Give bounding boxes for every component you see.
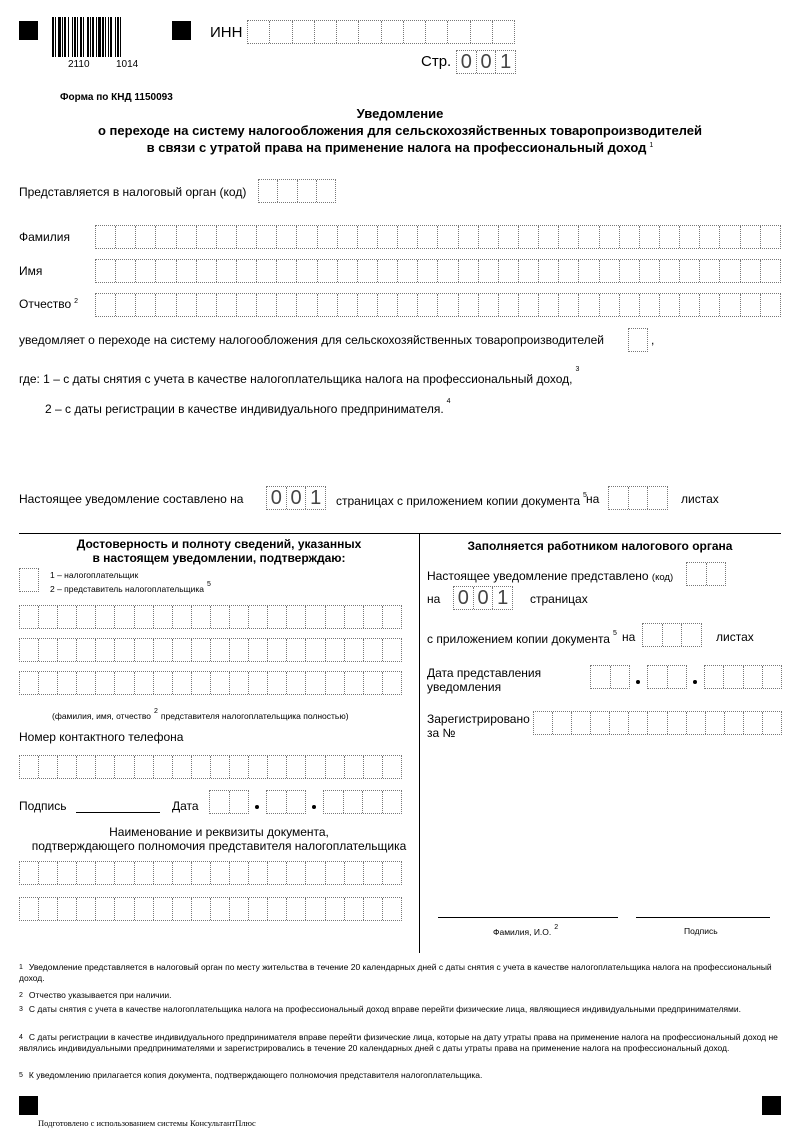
footnote-1: $^1$ Уведомление представляется в налоговый орган по месту жительства в течение 20 календарных дней с даты снятия с учета в качестве налогоплательщика налога на профессиональный доход.: [19, 962, 772, 983]
surname-input[interactable]: [95, 225, 781, 249]
signer-type-input[interactable]: [19, 568, 39, 592]
inn-label: ИНН: [210, 24, 243, 41]
officer-name-caption: Фамилия, И.О. $^2$: [493, 924, 559, 937]
notifies-comma: ,: [651, 333, 655, 347]
page-digit: 1: [500, 50, 512, 73]
page-label: Стр.: [421, 53, 452, 70]
presented-label: Настоящее уведомление представлено (код): [427, 569, 674, 583]
barcode-bar: [80, 17, 82, 57]
registration-number-input[interactable]: [533, 711, 782, 735]
footnote-number: 5: [19, 1072, 23, 1079]
composed-middle-text: страницах с приложением копии документа $^5$: [336, 492, 587, 508]
title-line2: о переходе на систему налогообложения для сельскохозяйственных товаропроизводителей: [98, 123, 702, 138]
barcode-bar: [87, 17, 89, 57]
phone-label: Номер контактного телефона: [19, 730, 184, 744]
phone-input[interactable]: [19, 755, 402, 779]
signature-label: Подпись: [19, 799, 67, 813]
footnote-ref: 2: [74, 298, 79, 305]
right-on-label: на: [427, 592, 441, 606]
barcode-bar: [72, 17, 73, 57]
date-separator: [636, 680, 640, 684]
option2-text: 2 – с даты регистрации в качестве индивидуального предпринимателя.$^4$: [45, 398, 451, 416]
composed-on: на: [586, 492, 600, 506]
officer-signature-caption: Подпись: [684, 926, 718, 936]
date-month-input[interactable]: [266, 790, 306, 814]
inn-input[interactable]: [247, 20, 515, 44]
right-sheets-input[interactable]: [642, 623, 702, 647]
corner-marker-bottom-left: [19, 1096, 38, 1115]
doc-heading-line2: подтверждающего полномочия представителя налогоплательщика: [31, 839, 407, 853]
right-copy-on: на: [622, 630, 636, 644]
barcode-bar: [58, 17, 61, 57]
surname-label: Фамилия: [19, 230, 70, 244]
representative-name-line1[interactable]: [19, 605, 402, 629]
title-line3: в связи с утратой права на применение налога на профессиональный доход $^1$: [146, 140, 654, 155]
composed-pages-field[interactable]: [266, 486, 326, 510]
composed-digit: 0: [287, 487, 307, 509]
footnote-ref: 2: [554, 924, 559, 931]
barcode-bar: [102, 17, 104, 57]
barcode-bar: [62, 17, 63, 57]
right-date-label-line1: Дата представления: [427, 666, 542, 680]
left-heading-line2: в настоящем уведомлении, подтверждаю:: [92, 551, 346, 565]
tax-authority-code-input[interactable]: [258, 179, 336, 203]
composed-sheets-label: листах: [681, 492, 719, 506]
left-heading-line1: Достоверность и полноту сведений, указанных: [76, 537, 362, 551]
transition-option-input[interactable]: [628, 328, 648, 352]
date-separator: [255, 805, 259, 809]
right-page-digit: 1: [497, 586, 509, 609]
barcode-bar: [92, 17, 94, 57]
corner-marker-bottom-right: [762, 1096, 781, 1115]
name-label: Имя: [19, 264, 43, 278]
composed-label: Настоящее уведомление составлено на: [19, 492, 244, 506]
corner-marker-top-center: [172, 21, 191, 40]
date-label: Дата: [172, 799, 199, 813]
right-date-year-input[interactable]: [704, 665, 782, 689]
tax-authority-label: Представляется в налоговый орган (код): [19, 185, 247, 199]
officer-signature-line[interactable]: [636, 917, 770, 918]
where-text: где: 1 – с даты снятия с учета в качестве налогоплательщика налога на профессиональный доход,$^3$: [19, 366, 580, 386]
footnote-4: $^4$ С даты регистрации в качестве индивидуального предпринимателя вправе перейти физические лица, которые на дату утраты права на применение налога на профессиональный доход не являлись индивидуальными предпринимателями и зарегистрировались в течение 20 календарных дней с даты утраты права на применение налога на профессиональный доход.: [19, 1032, 778, 1053]
doc-details-line2[interactable]: [19, 897, 402, 921]
footnote-number: 1: [19, 964, 23, 971]
right-pages-label: страницах: [530, 592, 588, 606]
barcode-bar: [117, 17, 119, 57]
footnote-number: 4: [19, 1034, 23, 1041]
right-date-month-input[interactable]: [647, 665, 687, 689]
footnote-number: 3: [19, 1006, 23, 1013]
barcode-bar: [74, 17, 76, 57]
right-pages-field[interactable]: [453, 586, 513, 610]
right-date-label-line2: уведомления: [427, 680, 502, 694]
signer-option-1: 1 – налогоплательщик: [50, 570, 139, 580]
footnote-ref: 5: [583, 492, 587, 499]
date-day-input[interactable]: [209, 790, 249, 814]
barcode-bar: [110, 17, 112, 57]
footnote-ref: 2: [153, 708, 158, 715]
column-divider: [419, 533, 420, 953]
barcode-bar: [108, 17, 109, 57]
representative-name-line2[interactable]: [19, 638, 402, 662]
registered-label-line1: Зарегистрировано: [427, 712, 530, 726]
footnote-2: $^2$ Отчество указывается при наличии.: [19, 990, 172, 1000]
barcode-bar: [90, 17, 91, 57]
barcode-bar: [52, 17, 54, 57]
footnote-ref: 3: [575, 366, 580, 373]
barcode-bar: [96, 17, 97, 57]
right-copy-label: с приложением копии документа $^5$: [427, 630, 617, 646]
barcode-bar: [120, 17, 121, 57]
right-page-digit: 0: [474, 587, 494, 609]
barcode-bar: [64, 17, 66, 57]
presented-code-input[interactable]: [686, 562, 726, 586]
footnote-ref: 4: [446, 398, 451, 405]
barcode-bar: [115, 17, 116, 57]
composed-sheets-input[interactable]: [608, 486, 668, 510]
footnote-ref: 5: [612, 630, 617, 637]
barcode-bar: [77, 17, 78, 57]
right-heading: Заполняется работником налогового органа: [467, 539, 733, 553]
barcode-code-right: 1014: [116, 59, 139, 70]
footnote-number: 2: [19, 992, 23, 999]
composed-digit: 0: [267, 487, 287, 509]
barcode-bar: [83, 17, 84, 57]
bottom-note: Подготовлено с использованием системы КонсультантПлюс: [38, 1118, 256, 1128]
representative-name-line3[interactable]: [19, 671, 402, 695]
barcode-code-left: 2110: [68, 59, 90, 70]
patronymic-input[interactable]: [95, 293, 781, 317]
name-input[interactable]: [95, 259, 781, 283]
barcode-bar: [98, 17, 101, 57]
footnote-5: $^5$ К уведомлению прилагается копия документа, подтверждающего полномочия представителя налогоплательщика.: [19, 1070, 483, 1080]
officer-name-line[interactable]: [438, 917, 618, 918]
notifies-text: уведомляет о переходе на систему налогообложения для сельскохозяйственных товаропроизводителей: [19, 333, 605, 347]
signature-line[interactable]: [76, 812, 160, 813]
fio-caption: (фамилия, имя, отчество $^2$ представителя налогоплательщика полностью): [52, 708, 349, 721]
section-divider: [19, 533, 781, 534]
footnote-ref: 5: [207, 581, 211, 588]
registered-label-line2: за №: [427, 726, 456, 740]
patronymic-label: Отчество $^2$: [19, 297, 79, 311]
date-separator: [693, 680, 697, 684]
right-sheets-label: листах: [716, 630, 754, 644]
date-year-input[interactable]: [323, 790, 402, 814]
right-date-day-input[interactable]: [590, 665, 630, 689]
barcode-bar: [68, 17, 69, 57]
footnote-3: $^3$ С даты снятия с учета в качестве налогоплательщика налога на профессиональный доход вправе перейти физические лица, являющиеся индивидуальными предпринимателями.: [19, 1004, 741, 1014]
date-separator: [312, 805, 316, 809]
form-code: Форма по КНД 1150093: [60, 92, 173, 103]
barcode-bar: [55, 17, 56, 57]
corner-marker-top-left: [19, 21, 38, 40]
page-digit: 0: [477, 51, 497, 73]
doc-heading-line1: Наименование и реквизиты документа,: [109, 825, 329, 839]
title-line1: Уведомление: [356, 106, 444, 121]
barcode-bar: [105, 17, 106, 57]
page-number-field[interactable]: [456, 50, 516, 74]
signer-option-2: 2 – представитель налогоплательщика $^5$: [50, 581, 211, 594]
right-page-digit: 0: [454, 587, 474, 609]
footnote-ref: 1: [649, 141, 654, 149]
barcode: [52, 17, 157, 57]
composed-digit: 1: [310, 486, 322, 509]
page-digit: 0: [457, 51, 477, 73]
doc-details-line1[interactable]: [19, 861, 402, 885]
